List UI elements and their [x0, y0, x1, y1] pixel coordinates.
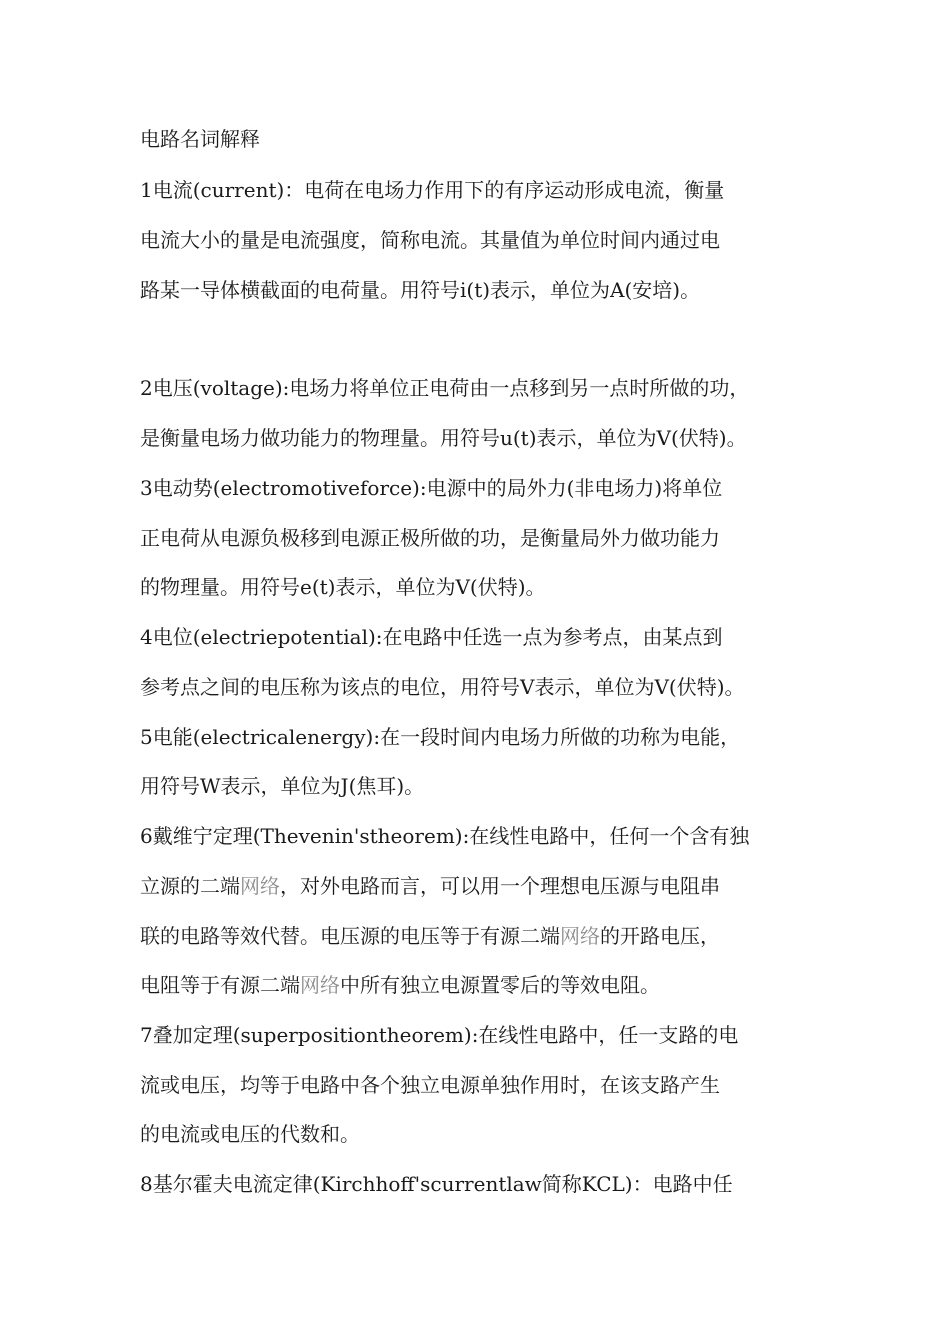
paragraph-line: 的电流或电压的代数和。 [140, 1122, 360, 1146]
paragraph-line: 1电流(current)：电荷在电场力作用下的有序运动形成电流，衡量 [140, 178, 725, 202]
text-segment: 立源的二端 [140, 874, 240, 898]
text-segment: ，对外电路而言，可以用一个理想电压源与电阻串 [280, 874, 720, 898]
paragraph-line: 2电压(voltage):电场力将单位正电荷由一点移到另一点时所做的功， [140, 376, 750, 400]
network-link[interactable]: 网络 [560, 924, 600, 948]
network-link[interactable]: 网络 [240, 874, 280, 898]
paragraph-line [140, 872, 930, 900]
text-segment: 联的电路等效代替。电压源的电压等于有源二端 [140, 924, 560, 948]
paragraph-line [140, 971, 930, 999]
paragraph-line: 4电位(electriepotential):在电路中任选一点为参考点，由某点到 [140, 625, 723, 649]
paragraph-line: 7叠加定理(superpositiontheorem):在线性电路中，任一支路的电 [140, 1023, 739, 1047]
paragraph-line: 6戴维宁定理(Thevenin'stheorem):在线性电路中，任何一个含有独 [140, 824, 750, 848]
paragraph-line: 8基尔霍夫电流定律(Kirchhoff'scurrentlaw简称KCL)：电路中任 [140, 1172, 733, 1196]
document-title: 电路名词解释 [140, 127, 260, 151]
paragraph-line [140, 922, 930, 950]
network-link[interactable]: 网络 [300, 973, 340, 997]
paragraph-line: 是衡量电场力做功能力的物理量。用符号u(t)表示，单位为V(伏特)。 [140, 426, 747, 450]
paragraph-line: 路某一导体横截面的电荷量。用符号i(t)表示，单位为A(安培)。 [140, 278, 701, 302]
text-segment: 电阻等于有源二端 [140, 973, 300, 997]
paragraph-line: 参考点之间的电压称为该点的电位，用符号V表示，单位为V(伏特)。 [140, 675, 745, 699]
paragraph-line: 用符号W表示，单位为J(焦耳)。 [140, 774, 425, 798]
paragraph-line: 流或电压，均等于电路中各个独立电源单独作用时，在该支路产生 [140, 1073, 720, 1097]
paragraph-line: 电流大小的量是电流强度，简称电流。其量值为单位时间内通过电 [140, 228, 720, 252]
text-segment: 中所有独立电源置零后的等效电阻。 [340, 973, 660, 997]
text-segment: 的开路电压， [600, 924, 720, 948]
paragraph-line: 正电荷从电源负极移到电源正极所做的功，是衡量局外力做功能力 [140, 526, 720, 550]
paragraph-line: 3电动势(electromotiveforce):电源中的局外力(非电场力)将单位 [140, 476, 723, 500]
paragraph-line: 的物理量。用符号e(t)表示，单位为V(伏特)。 [140, 575, 546, 599]
paragraph-line: 5电能(electricalenergy):在一段时间内电场力所做的功称为电能， [140, 725, 741, 749]
